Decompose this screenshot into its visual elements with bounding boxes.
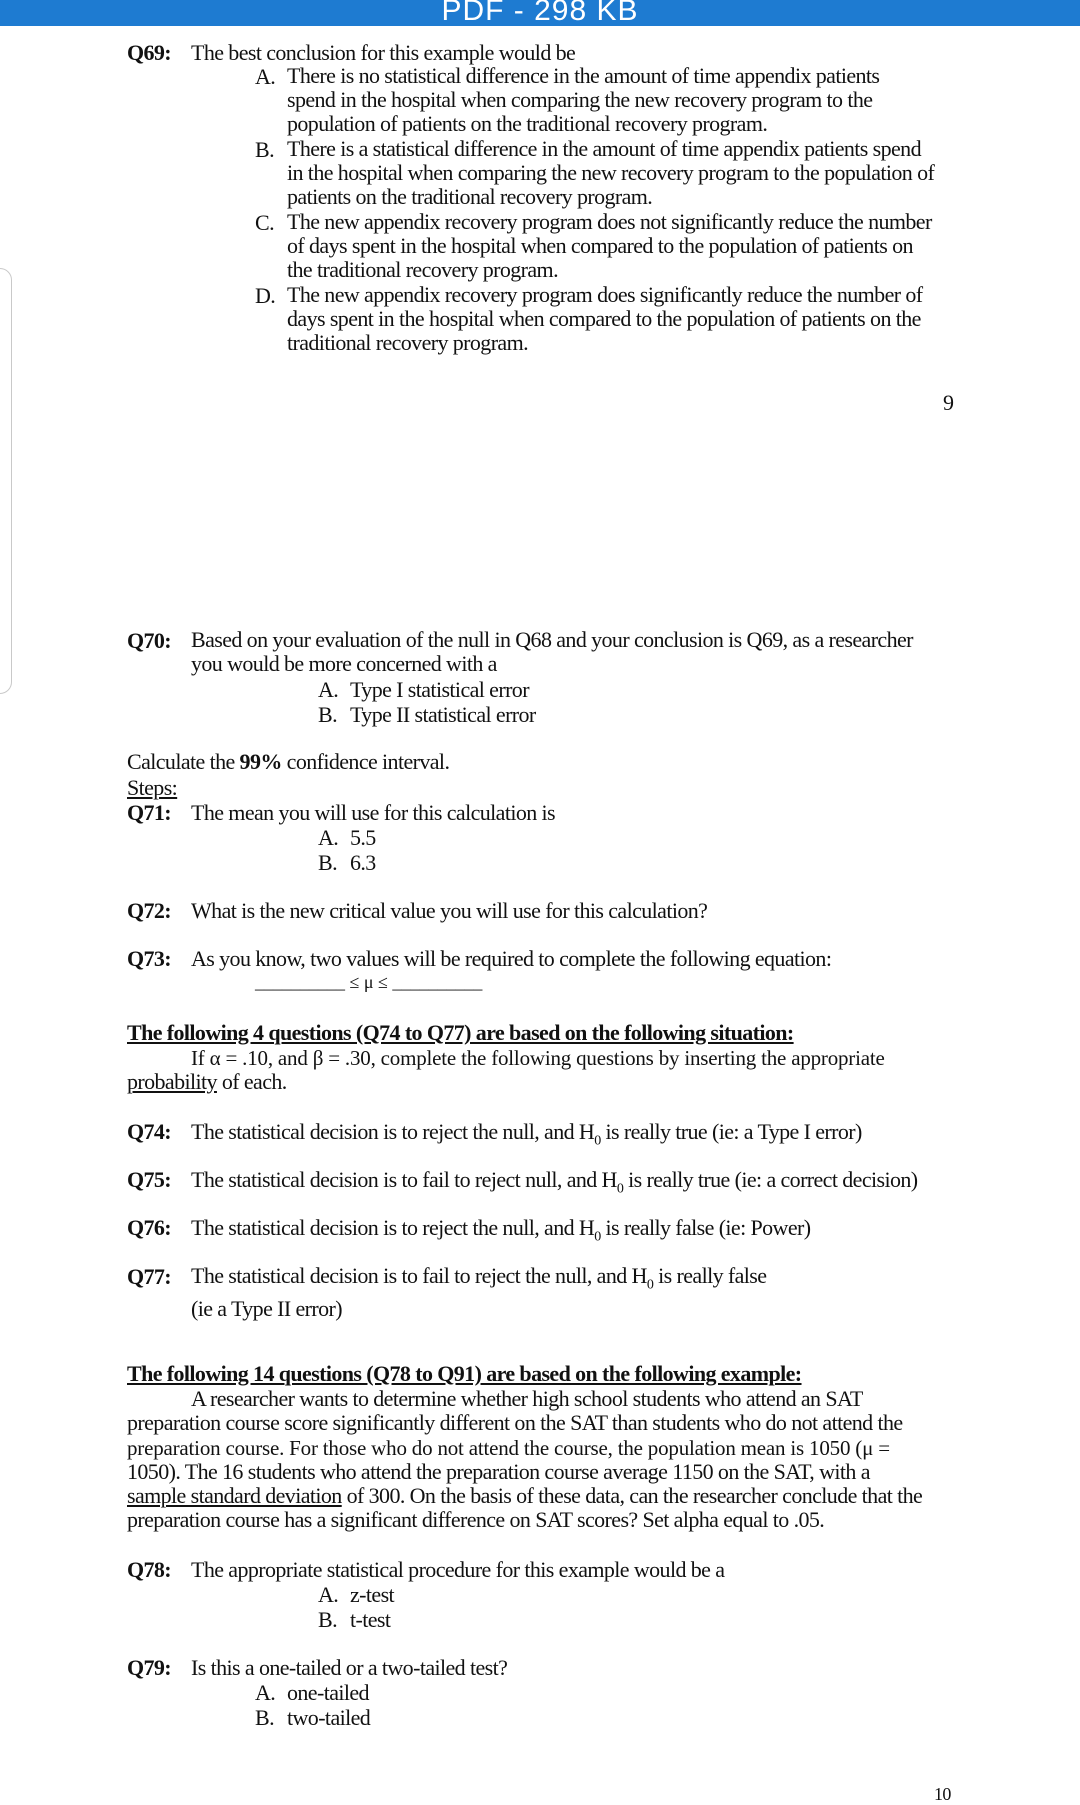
situation-text: If α = .10, and β = .30, complete the following questions by inserting the appropriate [191, 1046, 885, 1070]
question-text: What is the new critical value you will use for this calculation? [191, 898, 708, 923]
option-letter: B. [318, 1607, 337, 1632]
example-text: preparation course score significantly different on the SAT than students who do not attend the [127, 1410, 903, 1435]
question-text: Is this a one-tailed or a two-tailed test? [191, 1655, 508, 1680]
option-text: one-tailed [287, 1680, 369, 1705]
option-letter: A. [318, 677, 339, 702]
example-text: A researcher wants to determine whether high school students who attend an SAT [191, 1386, 863, 1411]
section-heading: The following 4 questions (Q74 to Q77) are based on the following situation: [127, 1020, 794, 1045]
section-heading: The following 14 questions (Q78 to Q91) are based on the following example: [127, 1361, 802, 1386]
option-letter: D. [255, 283, 276, 308]
question-number: Q76: [127, 1215, 172, 1240]
option-letter: A. [255, 64, 276, 89]
option-text: two-tailed [287, 1705, 371, 1730]
question-text: The appropriate statistical procedure for this example would be a [191, 1557, 725, 1582]
option-letter: C. [255, 210, 274, 235]
option-letter: A. [318, 1582, 339, 1607]
question-number: Q72: [127, 898, 172, 923]
page-number: 10 [934, 1784, 951, 1804]
question-text: The statistical decision is to fail to reject the null, and $H_0$ is really false (ie a Type II error) [191, 1263, 767, 1322]
option-text: t-test [350, 1607, 391, 1632]
option-text: Type II statistical error [350, 702, 536, 727]
example-text: 1050). The 16 students who attend the preparation course average 1150 on the SAT, with a [127, 1459, 870, 1484]
question-text: The statistical decision is to reject the null, and $H_0$ is really true (ie: a Type I error) [191, 1119, 862, 1149]
steps-label: Steps: [127, 775, 178, 800]
question-text: As you know, two values will be required to complete the following equation: [191, 946, 832, 971]
page-number: 9 [943, 390, 954, 415]
option-letter: B. [255, 137, 274, 162]
question-number: Q69: [127, 40, 172, 65]
example-text: sample standard deviation of 300. On the basis of these data, can the researcher conclude that the [127, 1483, 923, 1508]
question-number: Q74: [127, 1119, 172, 1144]
question-text: The mean you will use for this calculation is [191, 800, 556, 825]
question-number: Q78: [127, 1557, 172, 1582]
question-number: Q70: [127, 628, 172, 653]
ci-equation: __________ ≤ μ ≤ __________ [255, 972, 483, 992]
question-number: Q71: [127, 800, 172, 825]
question-text: The statistical decision is to fail to reject null, and $H_0$ is really true (ie: a correct decision) [191, 1167, 918, 1197]
question-number: Q73: [127, 946, 172, 971]
option-text: 5.5 [350, 825, 376, 850]
file-info-label: PDF - 298 KB [441, 0, 639, 26]
example-text: preparation course has a significant difference on SAT scores? Set alpha equal to .05. [127, 1507, 825, 1532]
option-letter: A. [255, 1680, 276, 1705]
option-text: The new appendix recovery program does not significantly reduce the number of days spent in the hospital when compared to the population of patients on the traditional recovery program. [287, 209, 932, 282]
question-number: Q79: [127, 1655, 172, 1680]
question-text: The best conclusion for this example would be [191, 40, 576, 65]
question-text: Based on your evaluation of the null in Q68 and your conclusion is Q69, as a researcher you would be more concerned with a [191, 627, 913, 676]
option-text: The new appendix recovery program does significantly reduce the number of days spent in the hospital when compared to the population of patients on the traditional recovery program. [287, 282, 923, 355]
example-text: preparation course. For those who do not attend the course, the population mean is 1050 (μ = [127, 1436, 890, 1460]
option-text: Type I statistical error [350, 677, 529, 702]
option-text: z-test [350, 1582, 395, 1607]
option-text: There is no statistical difference in the amount of time appendix patients spend in the hospital when comparing the new recovery program to the population of patients on the traditional recovery program. [287, 63, 880, 136]
option-letter: A. [318, 825, 339, 850]
situation-text: probability of each. [127, 1069, 287, 1094]
option-letter: B. [318, 702, 337, 727]
option-text: 6.3 [350, 850, 376, 875]
question-number: Q75: [127, 1167, 172, 1192]
instruction-text: Calculate the 99% confidence interval. [127, 749, 450, 774]
option-text: There is a statistical difference in the amount of time appendix patients spend in the hospital when comparing the new recovery program to the population of patients on the traditional recovery program. [287, 136, 935, 209]
question-number: Q77: [127, 1264, 172, 1289]
option-letter: B. [318, 850, 337, 875]
option-letter: B. [255, 1705, 274, 1730]
question-text: The statistical decision is to reject the null, and $H_0$ is really false (ie: Power) [191, 1215, 811, 1245]
